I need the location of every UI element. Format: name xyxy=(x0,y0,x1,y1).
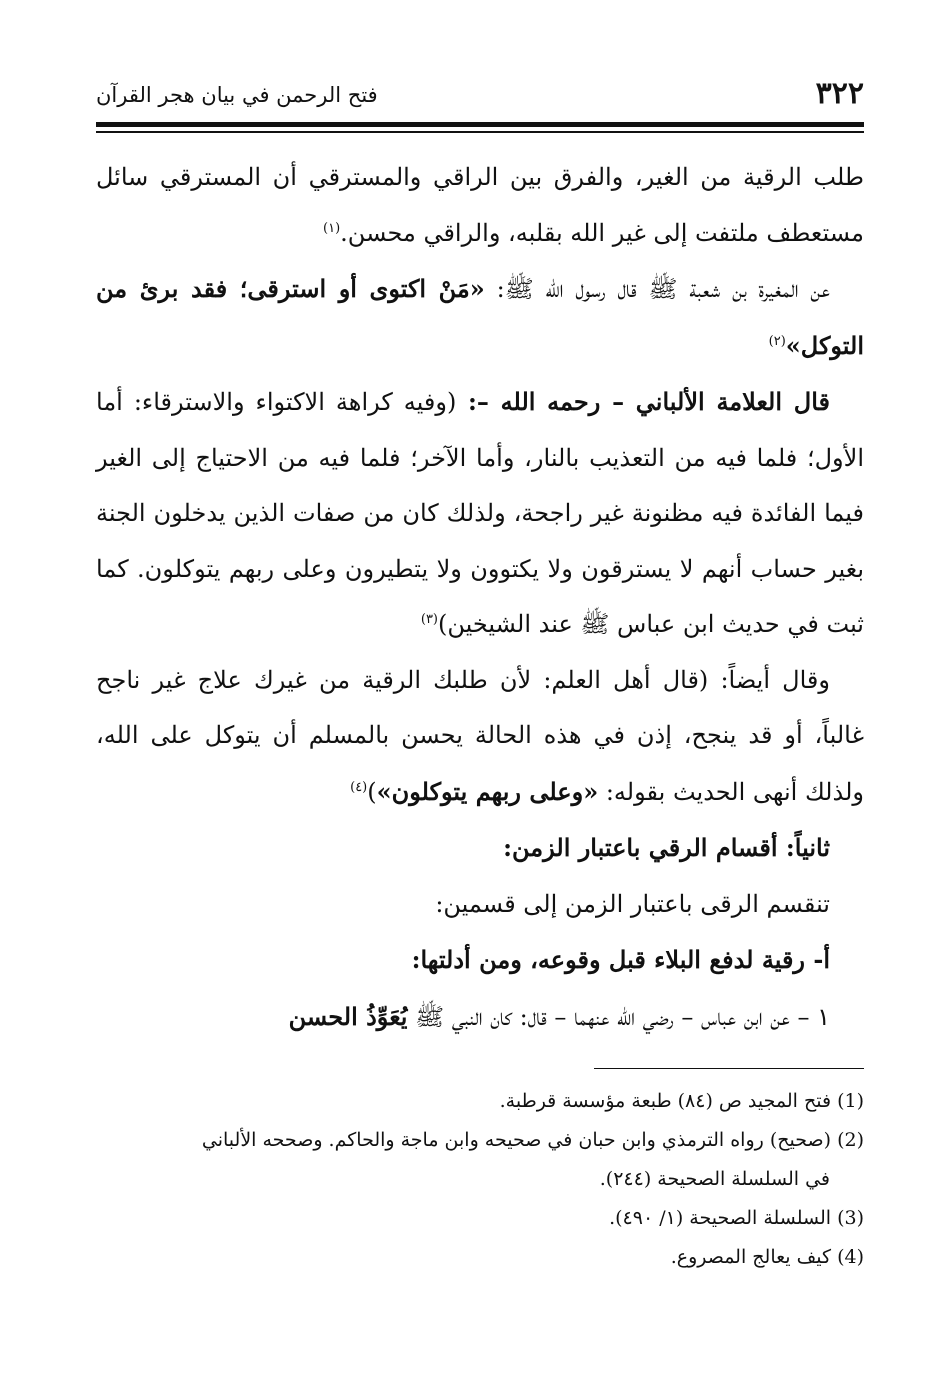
paragraph-3-text: (وفيه كراهة الاكتواء والاسترقاء: أما الأول؛ فلما فيه من التعذيب بالنار، وأما الآخر؛ فلما فيه من الاحتياج إلى الغير فيما الفائدة فيه مظنونة غير راجحة، ولذلك كان من صفات الذين يدخلون الجنة بغير حساب أنهم لا يسترقون ولا يكتوون ولا يتطيرون وعلى ربهم يتوكلون. كما ثبت في حديث ابن عباس ﷺ عند الشيخين) xyxy=(96,388,864,638)
paragraph-3-lead: قال العلامة الألباني – رحمه الله –: xyxy=(456,387,830,416)
section-heading-text: ثانياً: أقسام الرقي باعتبار الزمن: xyxy=(503,833,830,862)
paragraph-1-text: طلب الرقية من الغير، والفرق بين الراقي والمسترقي أن المسترقي سائل مستعطف ملتفت إلى غير الله بقلبه، والراقي محسن. xyxy=(96,163,864,247)
paragraph-4-text: وقال أيضاً: (قال أهل العلم: لأن طلبك الرقية من غيرك علاج غير ناجح غالباً، أو قد ينجح، إذن في هذه الحالة يحسن بالمسلم أن يتوكل على الله، ولذلك أنهى الحديث بقوله: xyxy=(96,665,864,806)
footnote-4 xyxy=(96,1238,864,1277)
paragraph-5 xyxy=(96,877,864,933)
running-header xyxy=(96,70,864,122)
footnote-number: (1) xyxy=(837,1090,864,1112)
footnote-ref-3[interactable]: (٣) xyxy=(420,612,438,627)
footnote-number: (2) xyxy=(837,1129,864,1151)
page-number: ٣٢٢ xyxy=(815,76,864,111)
paragraph-4-close: ) xyxy=(367,777,377,806)
paragraph-5-text: تنقسم الرقى باعتبار الزمن إلى قسمين: xyxy=(435,889,830,918)
paragraph-4-quote: «وعلى ربهم يتوكلون» xyxy=(376,776,599,806)
paragraph-2-lead: عن المغيرة بن شعبة ﷺ قال رسول الله ﷺ: xyxy=(484,275,831,303)
header-rule-thin xyxy=(96,131,864,133)
section-heading xyxy=(96,820,864,877)
footnote-2 xyxy=(96,1121,864,1199)
book-title: فتح الرحمن في بيان هجر القرآن xyxy=(96,83,378,107)
footnote-ref-1[interactable]: (١) xyxy=(323,220,341,236)
paragraph-6-lead: ١ – عن ابن عباس – رضي الله عنهما – قال: كان النبي ﷺ xyxy=(407,1002,830,1031)
footnote-separator xyxy=(594,1068,864,1069)
footnote-ref-4[interactable]: (٤) xyxy=(350,779,368,795)
page xyxy=(96,0,864,1391)
subsection-heading-text: أ- رقية لدفع البلاء قبل وقوعه، ومن أدلتها: xyxy=(411,945,830,974)
footnote-text-continuation: في السلسلة الصحيحة (٢٤٤). xyxy=(599,1168,830,1190)
footnote-text: فتح المجيد ص (٨٤) طبعة مؤسسة قرطبة. xyxy=(499,1090,832,1112)
paragraph-3 xyxy=(96,374,864,653)
footnote-number: (3) xyxy=(837,1207,864,1229)
footnote-1 xyxy=(96,1082,864,1121)
paragraph-4 xyxy=(96,653,864,821)
footnote-number: (4) xyxy=(837,1246,864,1268)
footnote-text: كيف يعالج المصروع. xyxy=(670,1246,832,1268)
footnote-ref-2[interactable]: (٢) xyxy=(768,333,786,349)
paragraph-2 xyxy=(96,261,864,374)
hadith-quote: «مَنْ اكتوى أو استرقى؛ فقد برئ من التوكل» xyxy=(96,274,864,360)
header-rule-thick xyxy=(96,122,864,127)
subsection-heading xyxy=(96,932,864,989)
footnotes xyxy=(96,1082,864,1277)
footnote-text: السلسلة الصحيحة (١/ ٤٩٠). xyxy=(609,1207,832,1229)
paragraph-6 xyxy=(96,989,864,1046)
paragraph-6-bold: يُعَوِّذُ الحسن xyxy=(288,1001,408,1031)
body-text xyxy=(96,150,864,1045)
footnote-text: (صحيح) رواه الترمذي وابن حبان في صحيحه وابن ماجة والحاكم. وصححه الألباني xyxy=(201,1129,832,1151)
paragraph-1 xyxy=(96,150,864,261)
footnote-3 xyxy=(96,1199,864,1238)
